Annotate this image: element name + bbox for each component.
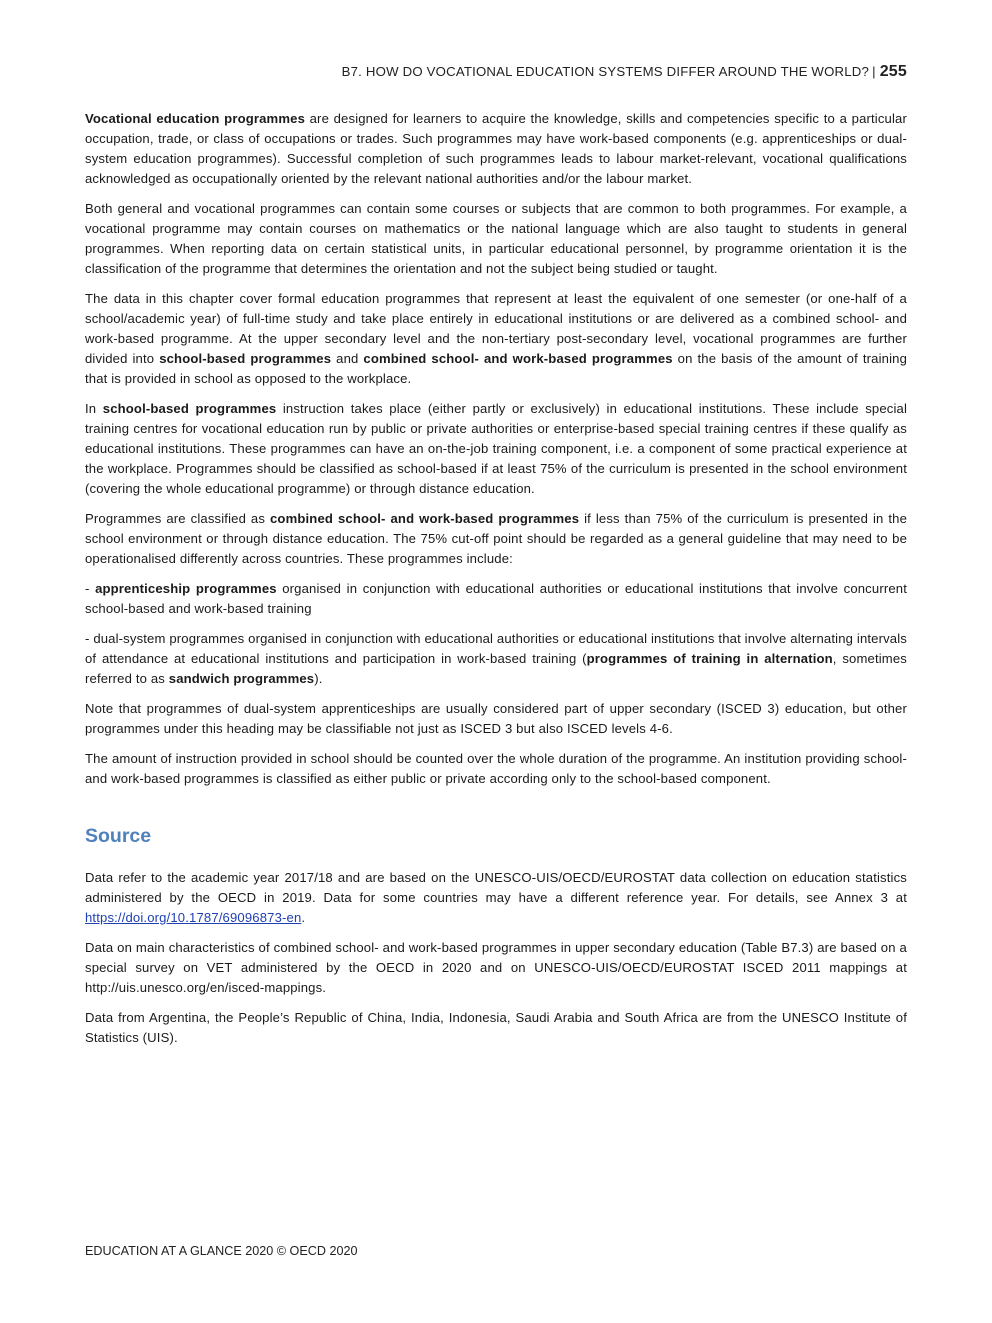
term-apprenticeship-programmes: apprenticeship programmes bbox=[95, 581, 277, 596]
term-school-based-programmes: school-based programmes bbox=[102, 401, 277, 416]
paragraph-school-based: In school-based programmes instruction takes place (either partly or exclusively) in educational institutions. These include special training centres for vocational education run by public or private authorities or enterprise-based special training centres if these qualify as educational institutions. These programmes can have an on-the-job training component, i.e. a component of some practical experience at the workplace. Programmes should be classified as school-based if at least 75% of the curriculum is presented in the school environment (covering the whole educational programme) or through distance education. bbox=[85, 401, 908, 496]
source-paragraph-vet-survey: Data on main characteristics of combined school- and work-based programmes in upper secondary education (Table B7.3) are based on a special survey on VET administered by the OECD in 2020 and on UNESCO-UIS/OECD/EUROSTAT ISCED 2011 mappings at http://uis.unesco.org/en/isced-mappings. bbox=[85, 940, 907, 995]
term-combined-programmes: combined school- and work-based programmes bbox=[363, 351, 673, 366]
source-heading: Source bbox=[85, 825, 152, 847]
running-title: B7. HOW DO VOCATIONAL EDUCATION SYSTEMS DIFFER AROUND THE WORLD? bbox=[341, 64, 870, 79]
list-item-apprenticeship: - apprenticeship programmes organised in conjunction with educational authorities or educational institutions that involve concurrent school-based and work-based training bbox=[85, 581, 907, 616]
page-number: 255 bbox=[879, 63, 907, 80]
term-training-in-alternation: programmes of training in alternation bbox=[586, 651, 833, 666]
main-content bbox=[85, 109, 907, 1058]
paragraph-combined-classification: Programmes are classified as combined school- and work-based programmes if less than 75% of the curriculum is presented in the school environment or through distance education. The 75% cut-off point should be regarded as a general guideline that may need to be operationalised differently across countries. These programmes include: bbox=[85, 511, 908, 566]
paragraph-data-coverage: The data in this chapter cover formal education programmes that represent at least the equivalent of one semester (or one-half of a school/academic year) of full-time study and take place entirely in educational institutions or are delivered as a combined school- and work-based programme. At the upper secondary level and the non-tertiary post-secondary level, vocational programmes are further divided into school-based programmes and combined school- and work-based programmes on the basis of the amount of training that is provided in school as opposed to the workplace. bbox=[85, 291, 908, 386]
term-school-based-programmes: school-based programmes bbox=[159, 351, 332, 366]
page-footer: EDUCATION AT A GLANCE 2020 © OECD 2020 bbox=[85, 1244, 358, 1258]
paragraph-vocational-definition: Vocational education programmes are designed for learners to acquire the knowledge, skills and competencies specific to a particular occupation, trade, or class of occupations or trades. Such programmes may have work-based components (e.g. apprenticeships or dual-system education programmes). Successful completion of such programmes leads to labour market-relevant, vocational qualifications acknowledged as occupationally oriented by the relevant national authorities and/or the labour market. bbox=[85, 111, 907, 186]
header-separator: | bbox=[872, 64, 876, 79]
paragraph-dual-system-note: Note that programmes of dual-system apprenticeships are usually considered part of upper secondary (ISCED 3) education, but other programmes under this heading may be classifiable not just as ISCED 3 but also ISCED levels 4-6. bbox=[85, 701, 907, 736]
list-item-dual-system: - dual-system programmes organised in conjunction with educational authorities or educational institutions that involve alternating intervals of attendance at educational institutions and participation in work-based training (programmes of training in alternation, sometimes referred to as sandwich programmes). bbox=[85, 631, 907, 686]
term-combined-programmes: combined school- and work-based programmes bbox=[270, 511, 580, 526]
paragraph-instruction-amount: The amount of instruction provided in school should be counted over the whole duration of the programme. An institution providing school- and work-based programmes is classified as either public or private according only to the school-based component. bbox=[85, 751, 907, 786]
source-paragraph-uis: Data from Argentina, the People’s Republic of China, India, Indonesia, Saudi Arabia and South Africa are from the UNESCO Institute of Statistics (UIS). bbox=[85, 1010, 907, 1045]
page-header bbox=[342, 63, 907, 81]
doi-link[interactable]: https://doi.org/10.1787/69096873-en bbox=[85, 910, 302, 925]
source-paragraph-reference-year: Data refer to the academic year 2017/18 and are based on the UNESCO-UIS/OECD/EUROSTAT data collection on education statistics administered by the OECD in 2019. Data for some countries may have a different reference year. For details, see Annex 3 at https://doi.org/10.1787/69096873-en. bbox=[85, 870, 907, 925]
paragraph-general-and-vocational: Both general and vocational programmes can contain some courses or subjects that are common to both programmes. For example, a vocational programme may contain courses on mathematics or the national language which are also taught to students in general programmes. When reporting data on certain statistical units, in particular educational personnel, by programme orientation it is the classification of the programme that determines the orientation and not the subject being studied or taught. bbox=[85, 201, 907, 276]
term-vocational-education-programmes: Vocational education programmes bbox=[85, 111, 305, 126]
term-sandwich-programmes: sandwich programmes bbox=[168, 671, 315, 686]
